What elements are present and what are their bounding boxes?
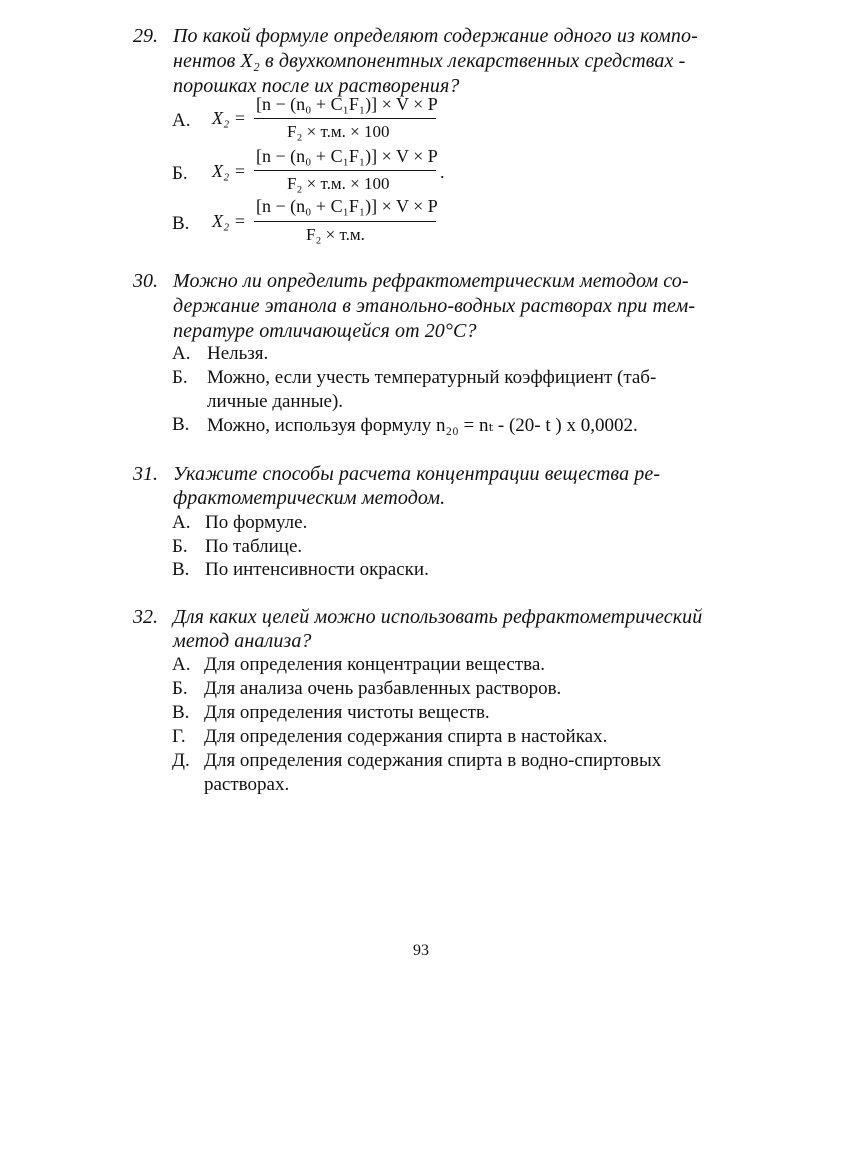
formula-trailing-dot: . [440, 162, 445, 182]
formula-lhs: X₂ = [212, 161, 246, 181]
option-letter: А. [172, 654, 191, 675]
fraction-bar [254, 170, 436, 171]
question-text-line: Для каких целей можно использовать рефрактометрический [173, 606, 703, 628]
formula-numerator: [n − (n₀ + C₁F₁)] × V × P [256, 146, 438, 166]
option-text: Для определения чистоты веществ. [204, 702, 490, 723]
question-number: 30. [133, 270, 158, 292]
formula-denominator: F₂ × т.м. [306, 225, 365, 244]
question-text-line: метод анализа? [173, 630, 312, 652]
option-letter: В. [172, 702, 190, 723]
option-letter: Д. [172, 750, 190, 771]
option-letter: В. [172, 414, 190, 435]
page-number: 93 [413, 942, 429, 959]
question-text-line: порошках после их растворения? [173, 75, 460, 97]
question-text-line: фрактометрическим методом. [173, 487, 446, 509]
option-letter: В. [172, 213, 190, 234]
formula-lhs: X₂ = [212, 211, 246, 231]
option-text: Для определения концентрации вещества. [204, 654, 546, 675]
formula-denominator: F₂ × т.м. × 100 [287, 122, 390, 141]
option-text: Для определения содержания спирта в настойках. [204, 726, 608, 747]
formula-numerator: [n − (n₀ + C₁F₁)] × V × P [256, 196, 438, 216]
fraction-bar [254, 221, 436, 222]
option-text: По формуле. [205, 512, 308, 533]
formula-numerator: [n − (n₀ + C₁F₁)] × V × P [256, 94, 438, 114]
option-letter: А. [172, 343, 191, 364]
question-text-line: нентов X₂ в двухкомпонентных лекарственных средствах - [173, 50, 686, 72]
option-text: Для определения содержания спирта в водно-спиртовых [204, 750, 662, 771]
option-text: Можно, используя формулу n₂₀ = nₜ - (20- t ) х 0,0002. [207, 415, 638, 436]
option-text: По таблице. [205, 536, 303, 557]
option-letter: Б. [172, 536, 188, 557]
question-text-line: Укажите способы расчета концентрации вещества ре- [173, 463, 661, 485]
question-text-line: держание этанола в этанольно-водных растворах при тем- [173, 295, 696, 317]
option-letter: Б. [172, 367, 188, 388]
option-letter: Б. [172, 163, 188, 184]
option-letter: Г. [172, 726, 186, 747]
question-text-line: По какой формуле определяют содержание одного из компо- [173, 25, 698, 47]
question-number: 31. [133, 463, 158, 485]
question-number: 29. [133, 25, 158, 47]
option-letter: В. [172, 559, 190, 580]
option-text: Нельзя. [207, 343, 269, 364]
option-text: личные данные). [207, 391, 344, 412]
option-letter: А. [172, 512, 191, 533]
question-number: 32. [133, 606, 158, 628]
formula-lhs: X₂ = [212, 108, 246, 128]
option-text: По интенсивности окраски. [205, 559, 429, 580]
option-text: Для анализа очень разбавленных растворов. [204, 678, 562, 699]
formula-denominator: F₂ × т.м. × 100 [287, 174, 390, 193]
option-text: растворах. [204, 774, 290, 795]
option-text: Можно, если учесть температурный коэффициент (таб- [207, 367, 657, 388]
option-letter: Б. [172, 678, 188, 699]
fraction-bar [254, 118, 436, 119]
option-letter: А. [172, 110, 191, 131]
question-text-line: Можно ли определить рефрактометрическим методом со- [173, 270, 689, 292]
question-text-line: пературе отличающейся от 20°С? [173, 320, 477, 342]
